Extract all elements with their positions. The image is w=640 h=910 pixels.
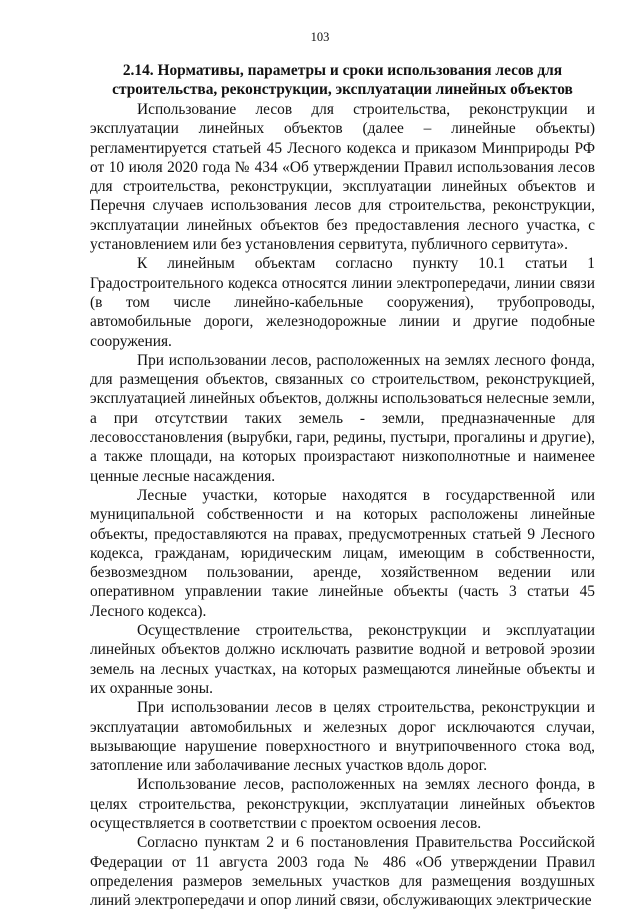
page-number: 103 [310,30,330,44]
paragraph-forest-development-project: Использование лесов, расположенных на землях лесного фонда, в целях строительства, реконструкции, эксплуатации линейных объектов осуществляется в соответствии с проектом освоения лесов. [90,776,595,832]
paragraph-land-plots-rights: Лесные участки, которые находятся в государственной или муниципальной собственности и на которых расположены линейные объекты, предоставляются на правах, предусмотренных статьей 9 Лесного кодекса, гражданам, юридическим лицам, имеющим в собственности, безвозмездном пользовании, аренде, хозяйственном ведении или оперативном управлении такие линейные объекты (часть 3 статьи 45 Лесного кодекса). [90,486,595,620]
paragraph-linear-objects-definition: К линейным объектам согласно пункту 10.1 статьи 1 Градостроительного кодекса относятся линии электропередачи, линии связи (в том числе линейно-кабельные сооружения), трубопроводы, автомобильные дороги, железнодорожные линии и другие подобные сооружения. [90,255,595,350]
body-text [90,100,595,910]
paragraph-road-construction: При использовании лесов в целях строительства, реконструкции и эксплуатации автомобильных и железных дорог исключаются случаи, вызывающие нарушение поверхностного и внутрипочвенного стока вод, затопление или заболачивание лесных участков вдоль дорог. [90,699,595,775]
paragraph-land-use-priority: При использовании лесов, расположенных на землях лесного фонда, для размещения объектов, связанных со строительством, реконструкцией, эксплуатацией линейных объектов, должны использоваться нелесные земли, а при отсутствии таких земель - земли, предназначенные для лесовосстановления (вырубки, гари, редины, пустыри, прогалины и другие), а также площади, на которых произрастают низкополнотные и наименее ценные лесные насаждения. [90,351,595,485]
section-title: 2.14. Нормативы, параметры и сроки использования лесов для строительства, реконструкции, эксплуатации линейных объектов [112,62,573,98]
paragraph-erosion-prevention: Осуществление строительства, реконструкции и эксплуатации линейных объектов должно исключать развитие водной и ветровой эрозии земель на лесных участках, на которых размещаются линейные объекты и их охранные зоны. [90,622,595,697]
paragraph-government-decree: Согласно пунктам 2 и 6 постановления Правительства Российской Федерации от 11 августа 2003 года № 486 «Об утверждении Правил определения размеров земельных участков для размещения воздушных линий электропередачи и опор линий связи, обслуживающих электрические [90,834,595,910]
paragraph-usage-regulation: Использование лесов для строительства, реконструкции и эксплуатации линейных объектов (далее – линейные объекты) регламентируется статьей 45 Лесного кодекса и приказом Минприроды РФ от 10 июля 2020 года № 434 «Об утверждении Правил использования лесов для строительства, реконструкции, эксплуатации линейных объектов и Перечня случаев использования лесов для строительства, реконструкции, эксплуатации линейных объектов без предоставления лесного участка, с установлением или без установления сервитута, публичного сервитута». [90,101,595,254]
